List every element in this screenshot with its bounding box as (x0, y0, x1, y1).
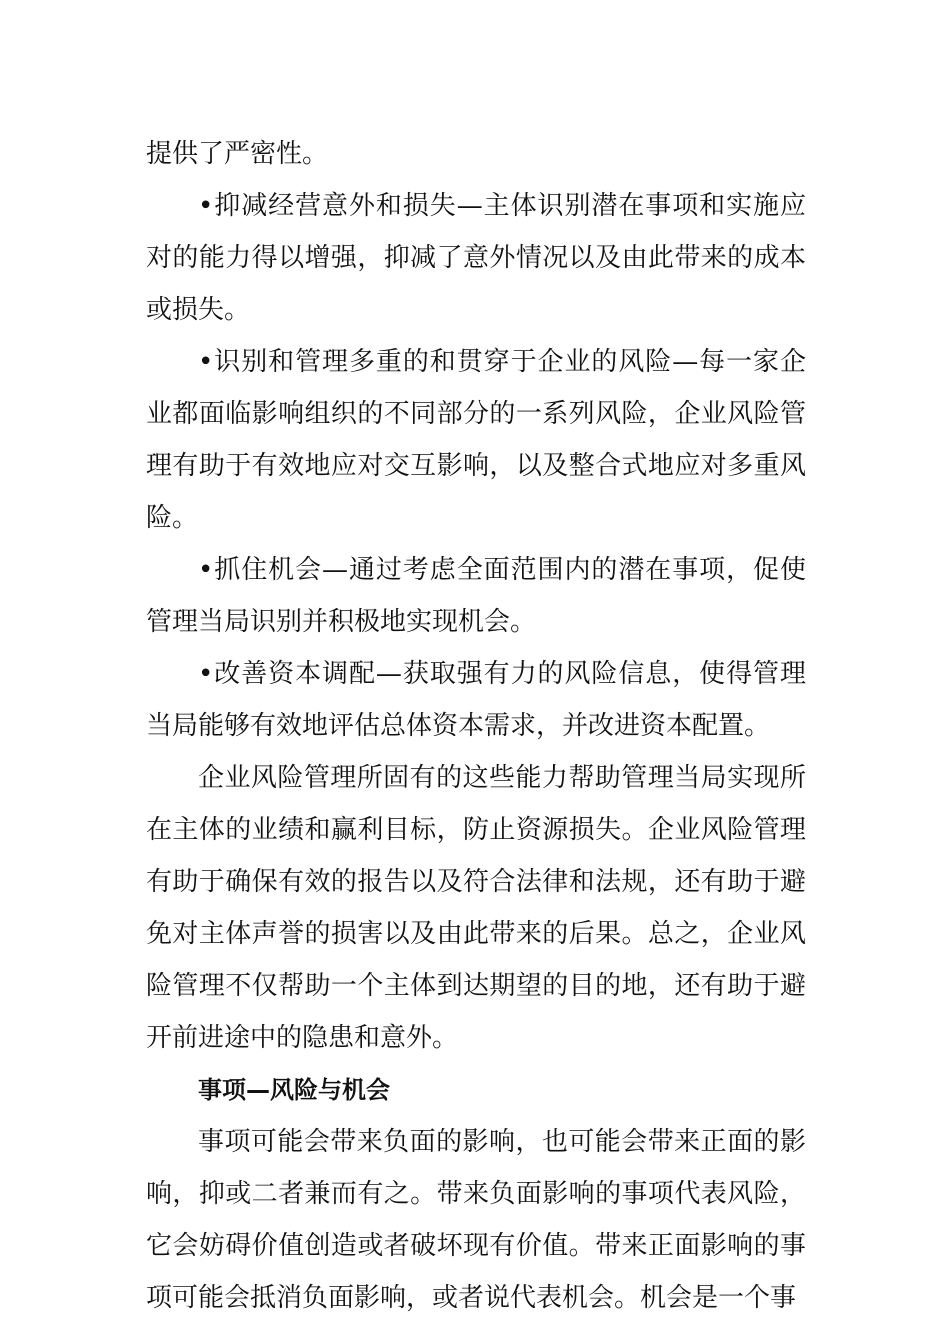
bullet-paragraph-seize-opportunities: •抓住机会—通过考虑全面范围内的潜在事项，促使管理当局识别并积极地实现机会。 (146, 555, 806, 637)
bullet-paragraph-capital-allocation: •改善资本调配—获取强有力的风险信息，使得管理当局能够有效地评估总体资本需求，并改进资本配置。 (146, 659, 806, 741)
summary-paragraph: 企业风险管理所固有的这些能力帮助管理当局实现所在主体的业绩和赢利目标，防止资源损失。企业风险管理有助于确保有效的报告以及符合法律和法规，还有助于避免对主体声誉的损害以及由此带来的后果。总之，企业风险管理不仅帮助一个主体到达期望的目的地，还有助于避开前进途中的隐患和意外。 (146, 763, 806, 1053)
bullet-paragraph-multiple-risks: •识别和管理多重的和贯穿于企业的风险—每一家企业都面临影响组织的不同部分的一系列风险，企业风险管理有助于有效地应对交互影响，以及整合式地应对多重风险。 (146, 347, 806, 533)
document-page (146, 128, 806, 1324)
paragraph-continuation: 提供了严密性。 (146, 139, 329, 169)
section-heading: 事项—风险与机会 (198, 1076, 390, 1104)
section-paragraph: 事项可能会带来负面的影响，也可能会带来正面的影响，抑或二者兼而有之。带来负面影响的事项代表风险，它会妨碍价值创造或者破坏现有价值。带来正面影响的事项可能会抵消负面影响，或者说代表机会。机会是一个事 (146, 1127, 806, 1313)
bullet-paragraph-reduce-losses: •抑减经营意外和损失—主体识别潜在事项和实施应对的能力得以增强，抑减了意外情况以及由此带来的成本或损失。 (146, 191, 806, 325)
